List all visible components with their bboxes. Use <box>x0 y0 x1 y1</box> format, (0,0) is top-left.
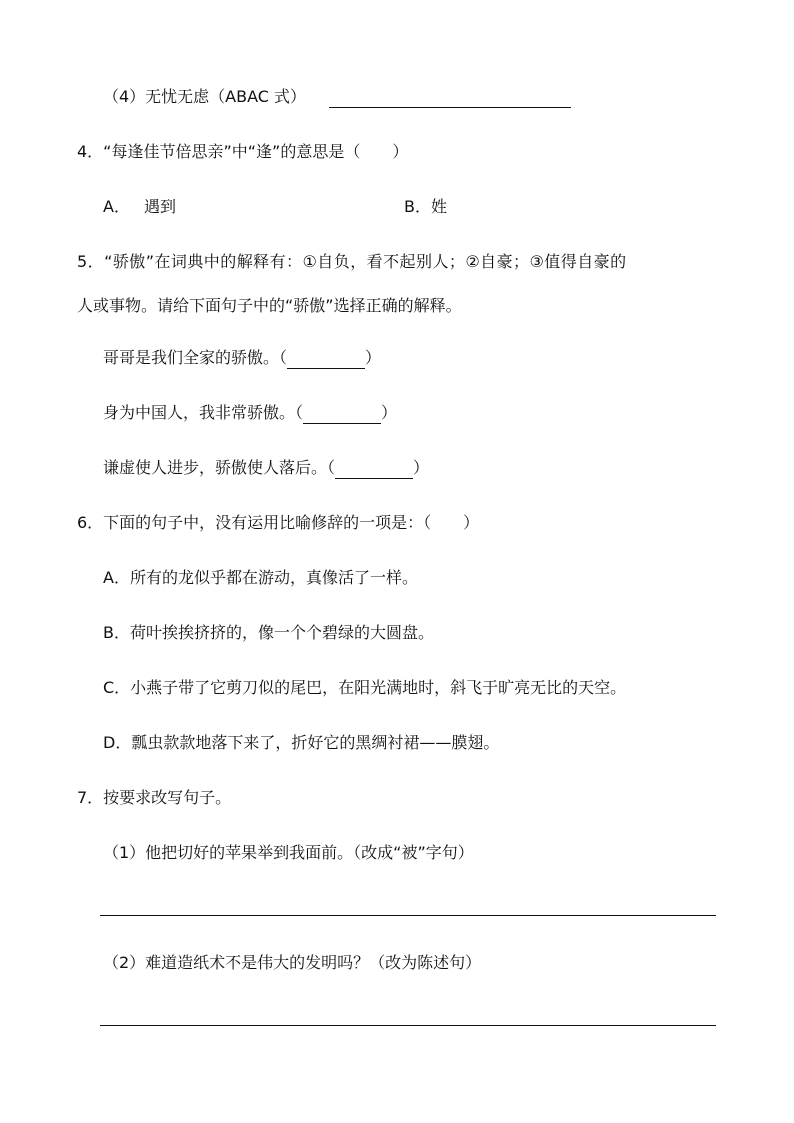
question-4-option-b[interactable] <box>404 196 447 218</box>
question-5-sentence-2 <box>103 402 397 424</box>
question-3-item-4 <box>103 86 571 108</box>
question-3-item-4-text: （4）无忧无虑（ABAC 式） <box>103 87 307 106</box>
answer-blank[interactable] <box>329 91 571 108</box>
question-5-sentence-3 <box>103 457 429 479</box>
sentence-text: 哥哥是我们全家的骄傲。 <box>103 348 280 367</box>
close-paren: ） <box>381 403 398 422</box>
question-4-option-a[interactable] <box>103 196 176 218</box>
close-paren: ） <box>365 348 382 367</box>
question-5-stem-line-2: 人或事物。请给下面句子中的“骄傲”选择正确的解释。 <box>77 296 462 315</box>
open-paren: （ <box>279 348 288 367</box>
question-7-stem: 7．按要求改写句子。 <box>77 788 232 807</box>
question-5-sentence-1 <box>103 347 381 369</box>
question-6-option-a[interactable]: A．所有的龙似乎都在游动，真像活了一样。 <box>103 568 418 587</box>
question-6-option-d[interactable]: D．瓢虫款款地落下来了，折好它的黑绸衬裙——膜翅。 <box>103 733 500 752</box>
close-paren: ） <box>413 458 430 477</box>
question-5-stem-line-1: 5．“骄傲”在词典中的解释有：①自负，看不起别人；②自豪；③值得自豪的 <box>77 252 627 271</box>
option-b-label: B． <box>404 197 431 216</box>
question-4-stem: 4．“每逢佳节倍思亲”中“逢”的意思是（ ） <box>77 142 409 161</box>
question-6-option-c[interactable]: C．小燕子带了它剪刀似的尾巴，在阳光满地时，斜飞于旷亮无比的天空。 <box>103 678 627 697</box>
answer-blank[interactable] <box>303 407 381 424</box>
sentence-text: 身为中国人，我非常骄傲。 <box>103 403 296 422</box>
answer-blank[interactable] <box>335 462 413 479</box>
question-7-item-2: （2）难道造纸术不是伟大的发明吗？（改为陈述句） <box>103 953 482 972</box>
question-7-item-1: （1）他把切好的苹果举到我面前。（改成“被”字句） <box>103 843 474 862</box>
question-6-option-b[interactable]: B．荷叶挨挨挤挤的，像一个个碧绿的大圆盘。 <box>103 623 434 642</box>
answer-line-1[interactable] <box>100 915 716 916</box>
open-paren: （ <box>327 458 336 477</box>
option-a-text: 遇到 <box>143 197 176 216</box>
option-a-label: A． <box>103 197 130 216</box>
question-6-stem: 6．下面的句子中，没有运用比喻修辞的一项是：（ ） <box>77 513 480 532</box>
open-paren: （ <box>295 403 304 422</box>
answer-line-2[interactable] <box>100 1025 716 1026</box>
answer-blank[interactable] <box>287 352 365 369</box>
sentence-text: 谦虚使人进步，骄傲使人落后。 <box>103 458 328 477</box>
option-b-text: 姓 <box>430 197 447 216</box>
